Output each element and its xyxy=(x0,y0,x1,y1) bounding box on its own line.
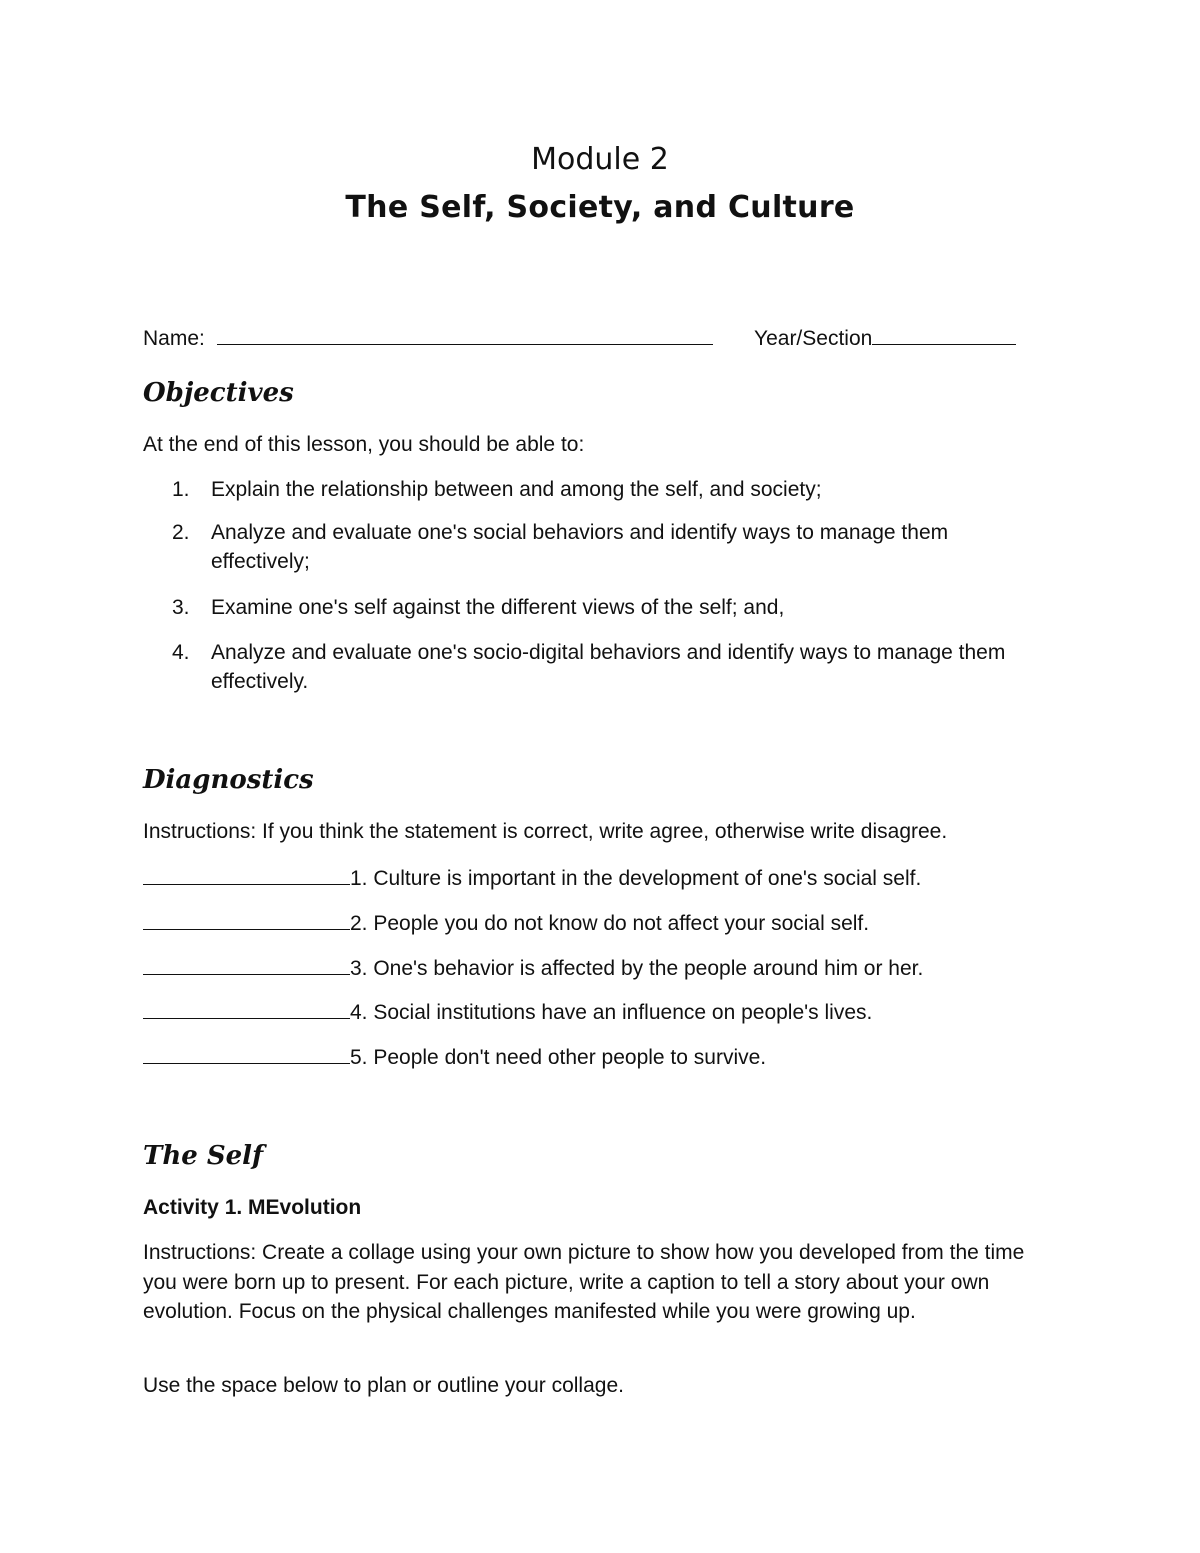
diagnostic-statement: 3. One's behavior is affected by the people around him or her. xyxy=(350,957,924,980)
diagnostic-statement: 1. Culture is important in the development of one's social self. xyxy=(350,867,922,890)
the-self-heading: The Self xyxy=(143,1141,264,1171)
objective-number: 4. xyxy=(172,641,190,664)
name-field[interactable] xyxy=(217,322,713,345)
diagnostic-item xyxy=(143,907,869,939)
name-row xyxy=(143,322,713,354)
objective-number: 3. xyxy=(172,596,190,619)
diagnostics-heading: Diagnostics xyxy=(143,765,314,795)
module-label: Module 2 xyxy=(531,142,669,177)
answer-blank[interactable] xyxy=(143,952,350,975)
page-title: The Self, Society, and Culture xyxy=(345,190,855,225)
objectives-heading: Objectives xyxy=(143,378,294,408)
outline-note: Use the space below to plan or outline your collage. xyxy=(143,1374,624,1397)
objective-item: Examine one's self against the different views of the self; and, xyxy=(211,596,785,619)
diagnostic-statement: 4. Social institutions have an influence on people's lives. xyxy=(350,1001,873,1024)
answer-blank[interactable] xyxy=(143,907,350,930)
diagnostic-item xyxy=(143,862,921,894)
diagnostic-item xyxy=(143,952,923,984)
answer-blank[interactable] xyxy=(143,862,350,885)
activity-instructions: Instructions: Create a collage using your own picture to show how you developed from the time you were born up to present. For each picture, write a caption to tell a story about your own evolution. Focus on the physical challenges manifested while you were growing up. xyxy=(143,1241,1025,1323)
objective-number: 1. xyxy=(172,478,190,501)
answer-blank[interactable] xyxy=(143,996,350,1019)
diagnostic-statement: 5. People don't need other people to survive. xyxy=(350,1046,767,1069)
activity-title: Activity 1. MEvolution xyxy=(143,1196,362,1219)
section-row xyxy=(754,322,1016,354)
section-field[interactable] xyxy=(872,322,1016,345)
objective-item: Analyze and evaluate one's socio-digital behaviors and identify ways to manage them effectively. xyxy=(211,641,1006,693)
objectives-intro: At the end of this lesson, you should be able to: xyxy=(143,433,585,456)
objective-item: Explain the relationship between and among the self, and society; xyxy=(211,478,822,501)
objective-item: Analyze and evaluate one's social behaviors and identify ways to manage them effectively; xyxy=(211,521,949,573)
diagnostics-instructions: Instructions: If you think the statement is correct, write agree, otherwise write disagree. xyxy=(143,820,948,843)
diagnostic-item xyxy=(143,996,872,1028)
diagnostic-statement: 2. People you do not know do not affect your social self. xyxy=(350,912,870,935)
objective-number: 2. xyxy=(172,521,190,544)
diagnostic-item xyxy=(143,1041,766,1073)
name-label: Name: xyxy=(143,327,205,350)
section-label: Year/Section xyxy=(754,327,873,350)
answer-blank[interactable] xyxy=(143,1041,350,1064)
